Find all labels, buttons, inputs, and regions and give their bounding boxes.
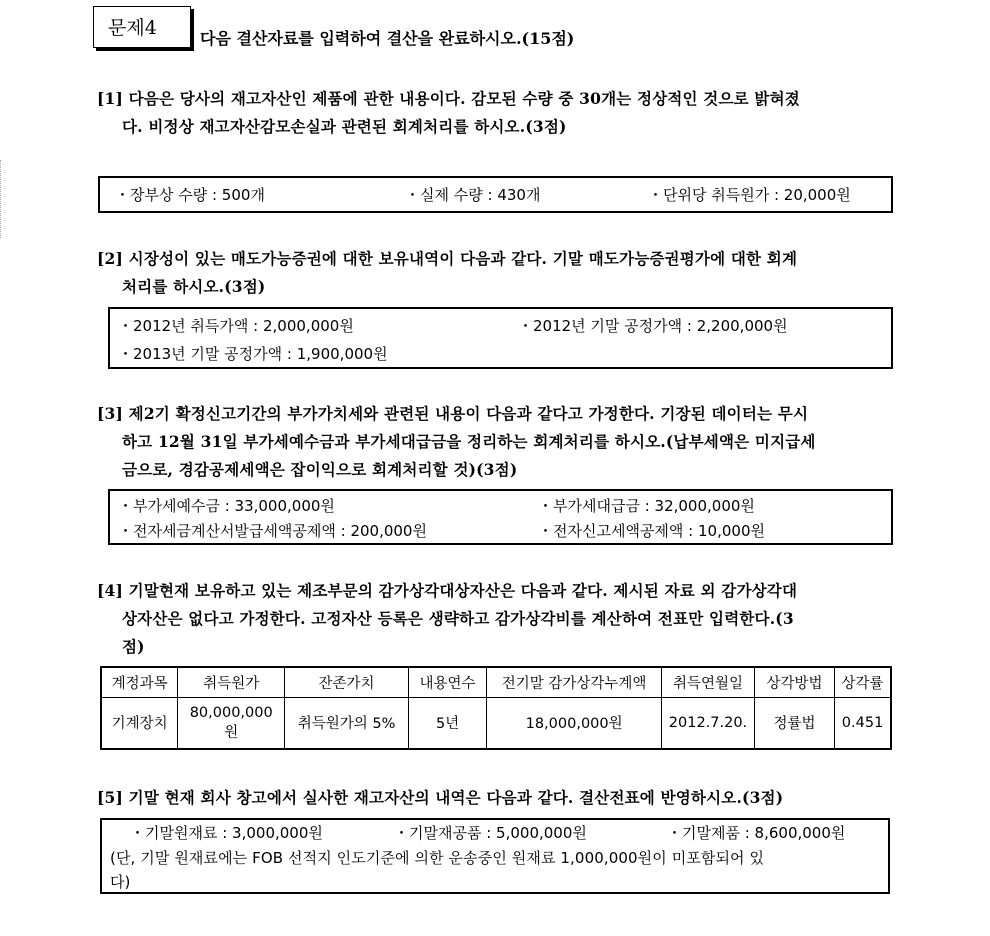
question-1 (97, 85, 917, 141)
table-cell: 18,000,000원 (487, 697, 662, 749)
table-header-row (101, 667, 891, 697)
question-1-line2: 다. 비정상 재고자산감모손실과 관련된 회계처리를 하시오.(3점) (122, 117, 567, 136)
question-2-line2: 처리를 하시오.(3점) (122, 277, 266, 296)
table-cell: 2012.7.20. (662, 697, 755, 749)
question-4 (97, 577, 917, 661)
info-item: ・단위당 취득원가 : 20,000원 (648, 186, 851, 204)
table-header-cell: 취득원가 (178, 667, 285, 697)
question-5-line1: [5] 기말 현재 회사 창고에서 실사한 재고자산의 내역은 다음과 같다. 결산전표에 반영하시오.(3점) (97, 788, 784, 807)
table-header-cell: 내용연수 (408, 667, 486, 697)
table-header-cell: 전기말 감가상각누계액 (487, 667, 662, 697)
info-item: ・전자세금계산서발급세액공제액 : 200,000원 (118, 522, 427, 540)
info-item: ・2012년 취득가액 : 2,000,000원 (118, 317, 354, 335)
margin-marker (0, 160, 3, 238)
info-item: ・부가세예수금 : 33,000,000원 (118, 497, 335, 515)
question-1-info-box (98, 176, 893, 213)
info-item: ・2012년 기말 공정가액 : 2,200,000원 (518, 317, 788, 335)
table-cell: 5년 (408, 697, 486, 749)
table-cell: 정률법 (754, 697, 834, 749)
info-item: ・전자신고세액공제액 : 10,000원 (538, 522, 765, 540)
table-cell: 80,000,000원 (178, 697, 285, 749)
question-3-info-box (108, 489, 893, 545)
table-header-cell: 상각률 (835, 667, 891, 697)
question-4-line1: [4] 기말현재 보유하고 있는 제조부문의 감가상각대상자산은 다음과 같다. 제시된 자료 외 감가상각대 (97, 581, 798, 600)
table-cell: 0.451 (835, 697, 891, 749)
question-1-line1: [1] 다음은 당사의 재고자산인 제품에 관한 내용이다. 감모된 수량 중 30개는 정상적인 것으로 밝혀졌 (97, 89, 800, 108)
info-item: ・기말제품 : 8,600,000원 (667, 824, 846, 842)
info-item: ・장부상 수량 : 500개 (115, 186, 265, 204)
problem-label: 문제4 (108, 17, 157, 39)
question-3-line2: 하고 12월 31일 부가세예수금과 부가세대급금을 정리하는 회계처리를 하시오.(납부세액은 미지급세 (122, 432, 816, 451)
question-3-line3: 금으로, 경감공제세액은 잡이익으로 회계처리할 것)(3점) (122, 460, 518, 479)
question-5-info-box (100, 818, 890, 894)
question-5 (97, 784, 917, 812)
table-header-cell: 계정과목 (101, 667, 178, 697)
table-header-cell: 잔존가치 (285, 667, 409, 697)
table-header-cell: 상각방법 (754, 667, 834, 697)
info-item: ・부가세대급금 : 32,000,000원 (538, 497, 755, 515)
question-2-info-box (108, 307, 893, 369)
problem-label-box (93, 6, 191, 48)
table-cell: 기계장치 (101, 697, 178, 749)
depreciation-table (100, 666, 892, 750)
info-item: ・기말원재료 : 3,000,000원 (130, 824, 323, 842)
table-row (101, 697, 891, 749)
table-header-cell: 취득연월일 (662, 667, 755, 697)
question-3-line1: [3] 제2기 확정신고기간의 부가가치세와 관련된 내용이 다음과 같다고 가정한다. 기장된 데이터는 무시 (97, 404, 809, 423)
info-item: ・기말재공품 : 5,000,000원 (394, 824, 587, 842)
question-2 (97, 245, 917, 301)
info-note: (단, 기말 원재료에는 FOB 선적지 인도기준에 의한 운송중인 원재료 1,000,000원이 미포함되어 있 (110, 849, 765, 867)
info-item: ・2013년 기말 공정가액 : 1,900,000원 (118, 345, 388, 363)
question-4-line3: 점) (122, 637, 145, 656)
table-cell: 취득원가의 5% (285, 697, 409, 749)
info-item: ・실제 수량 : 430개 (405, 186, 541, 204)
info-note: 다) (110, 873, 131, 891)
page-title: 다음 결산자료를 입력하여 결산을 완료하시오.(15점) (200, 29, 575, 48)
question-2-line1: [2] 시장성이 있는 매도가능증권에 대한 보유내역이 다음과 같다. 기말 매도가능증권평가에 대한 회계 (97, 249, 798, 268)
question-3 (97, 400, 917, 484)
question-4-line2: 상자산은 없다고 가정한다. 고정자산 등록은 생략하고 감가상각비를 계산하여 전표만 입력한다.(3 (122, 609, 794, 628)
